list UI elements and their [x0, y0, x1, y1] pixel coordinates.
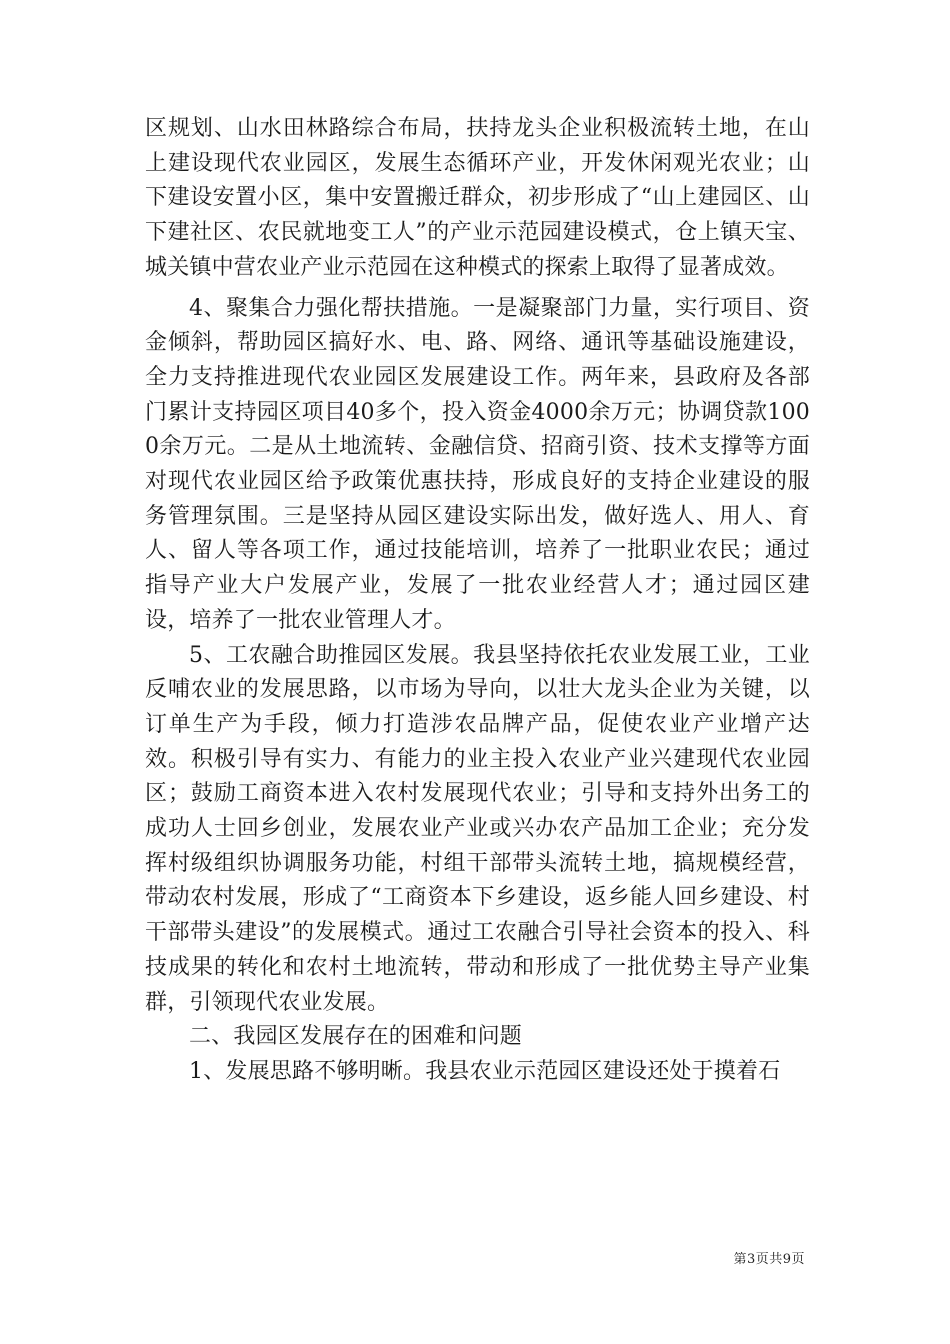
section-heading-problems: 二、我园区发展存在的困难和问题 [189, 1024, 523, 1050]
paragraph-continuation: 区规划、山水田林路综合布局，扶持龙头企业积极流转土地，在山上建设现代农业园区，发展生态循环产业，开发休闲观光农业；山下建设安置小区，集中安置搬迁群众，初步形成了“山上建园区、山下建社区、农民就地变工人”的产业示范园建设模式，仓上镇天宝、城关镇中营农业产业示范园在这种模式的探索上取得了显著成效。 [145, 116, 810, 280]
page-number: 第3页共9页 [733, 1252, 805, 1267]
paragraph-section-4: 4、聚集合力强化帮扶措施。一是凝聚部门力量，实行项目、资金倾斜，帮助园区搞好水、电、路、网络、通讯等基础设施建设，全力支持推进现代农业园区发展建设工作。两年来，县政府及各部门累计支持园区项目40多个，投入资金4000余万元；协调贷款1000余万元。二是从土地流转、金融信贷、招商引资、技术支撑等方面对现代农业园区给予政策优惠扶持，形成良好的支持企业建设的服务管理氛围。三是坚持从园区建设实际出发，做好选人、用人、育人、留人等各项工作，通过技能培训，培养了一批职业农民；通过指导产业大户发展产业，发展了一批农业经营人才；通过园区建设，培养了一批农业管理人才。 [145, 295, 810, 633]
paragraph-section-5: 5、工农融合助推园区发展。我县坚持依托农业发展工业，工业反哺农业的发展思路，以市场为导向，以壮大龙头企业为关键，以订单生产为手段，倾力打造涉农品牌产品，促使农业产业增产达效。积极引导有实力、有能力的业主投入农业产业兴建现代农业园区；鼓励工商资本进入农村发展现代农业；引导和支持外出务工的成功人士回乡创业，发展农业产业或兴办农产品加工企业；充分发挥村级组织协调服务功能，村组干部带头流转土地，搞规模经营，带动农村发展，形成了“工商资本下乡建设，返乡能人回乡建设、村干部带头建设”的发展模式。通过工农融合引导社会资本的投入、科技成果的转化和农村土地流转，带动和形成了一批优势主导产业集群，引领现代农业发展。 [145, 642, 810, 1015]
document-body [145, 112, 810, 1090]
paragraph-problem-1: 1、发展思路不够明晰。我县农业示范园区建设还处于摸着石 [189, 1058, 781, 1084]
